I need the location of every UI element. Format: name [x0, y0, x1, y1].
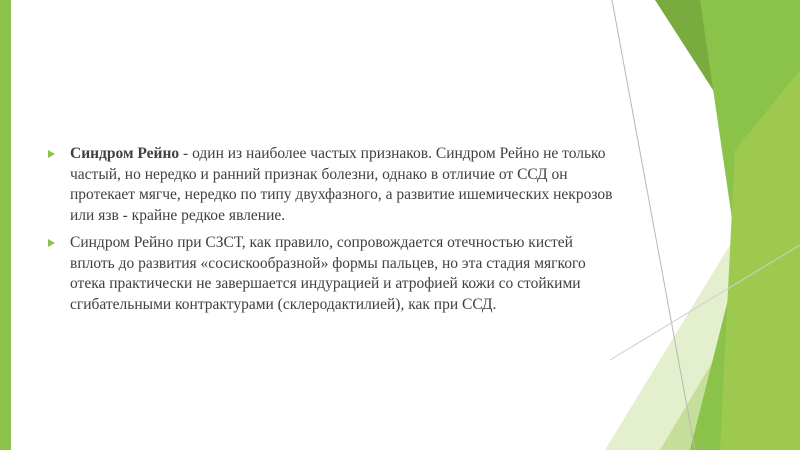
left-accent-bar [0, 0, 11, 450]
paragraph-bold-term: Синдром Рейно [70, 145, 180, 162]
bullet-paragraph-1 [48, 144, 614, 226]
triangle-bullet-icon [48, 239, 55, 247]
slide-body [48, 144, 614, 322]
paragraph-text: - один из наиболее частых признаков. Синдром Рейно не только частый, но нередко и ранний признак болезни, однако в отличие от ССД он протекает мягче, нередко по типу двухфазного, а развитие ишемических некрозов или язв - крайне редкое явление. [70, 145, 613, 224]
bullet-paragraph-2 [48, 233, 614, 315]
paragraph-text: Синдром Рейно при СЗСТ, как правило, сопровождается отечностью кистей вплоть до развития «сосискообразной» формы пальцев, но эта стадия мягкого отека практически не завершается индурацией и атрофией кожи со стойкими сгибательными контрактурами (склеродактилией), как при ССД. [70, 234, 586, 313]
triangle-bullet-icon [48, 150, 55, 158]
